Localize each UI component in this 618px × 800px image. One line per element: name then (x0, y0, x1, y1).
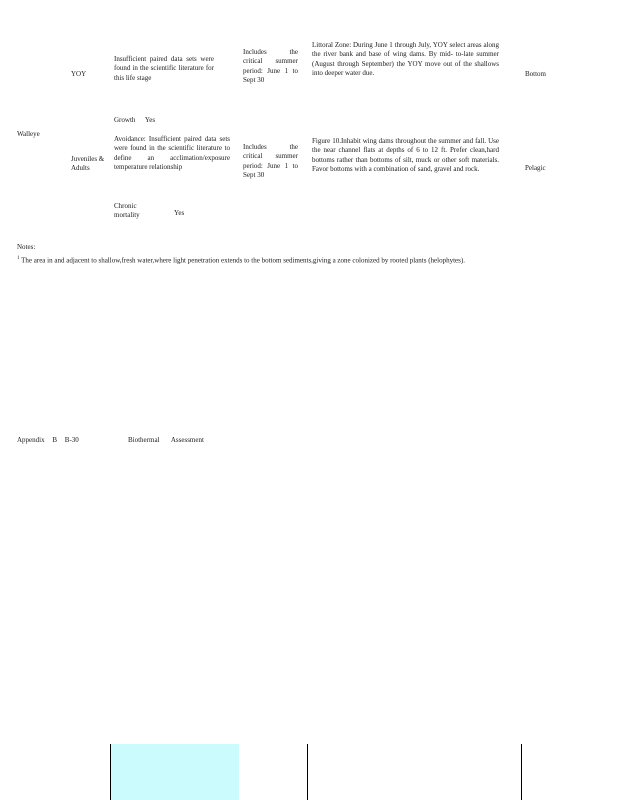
table-rule-2 (307, 744, 308, 800)
yoy-critical-period: Includes the critical summer period: June 1 to Sept 30 (243, 48, 298, 85)
species-walleye: Walleye (17, 130, 40, 138)
footnote-marker: 1 (17, 256, 20, 261)
footnote-text: The area in and adjacent to shallow,fresh water,where light penetration extends to the bottom sediments,giving a zone colonized by rooted plants (helophytes). (21, 256, 465, 265)
table-rule-1 (110, 744, 111, 800)
yoy-location: Bottom (525, 70, 547, 78)
life-stage-juveniles-adults: Juveniles & Adults (71, 155, 105, 173)
table-rule-3 (521, 744, 522, 800)
appendix-label: Appendix B B-30 (17, 436, 79, 444)
growth-line: Growth Yes (114, 116, 156, 124)
chronic-label: Chronic mortality (114, 202, 140, 220)
appendix-title: Biothermal Assessment (128, 436, 204, 444)
juv-habitat: Figure 10.Inhabit wing dams throughout the summer and fall. Use the near channel flats at depths of 6 to 12 ft. Prefer clean,hard bottoms rather than bottoms of silt, muck or other soft materials. Favor bottoms with a combination of sand, gravel and rock. (312, 137, 499, 174)
chronic-value: Yes (174, 209, 185, 217)
notes-text (17, 256, 557, 266)
notes-heading: Notes: (17, 243, 36, 251)
yoy-data-type: Insufficient paired data sets were found in the scientific literature for this life stage (114, 55, 214, 82)
juv-location: Pelagic (525, 164, 546, 172)
life-stage-yoy: YOY (71, 70, 87, 78)
juv-critical-period: Includes the critical summer period: June 1 to Sept 30 (243, 143, 298, 180)
shaded-cell (111, 744, 239, 800)
yoy-habitat: Littoral Zone: During June 1 through July, YOY select areas along the river bank and base of wing dams. By mid- to-late summer (August through September) the YOY move out of the shallows into deeper water due. (312, 41, 499, 78)
juv-data-type: Avoidance: Insufficient paired data sets were found in the scientific literature to define an acclimation/exposure temperature relationship (114, 135, 230, 172)
